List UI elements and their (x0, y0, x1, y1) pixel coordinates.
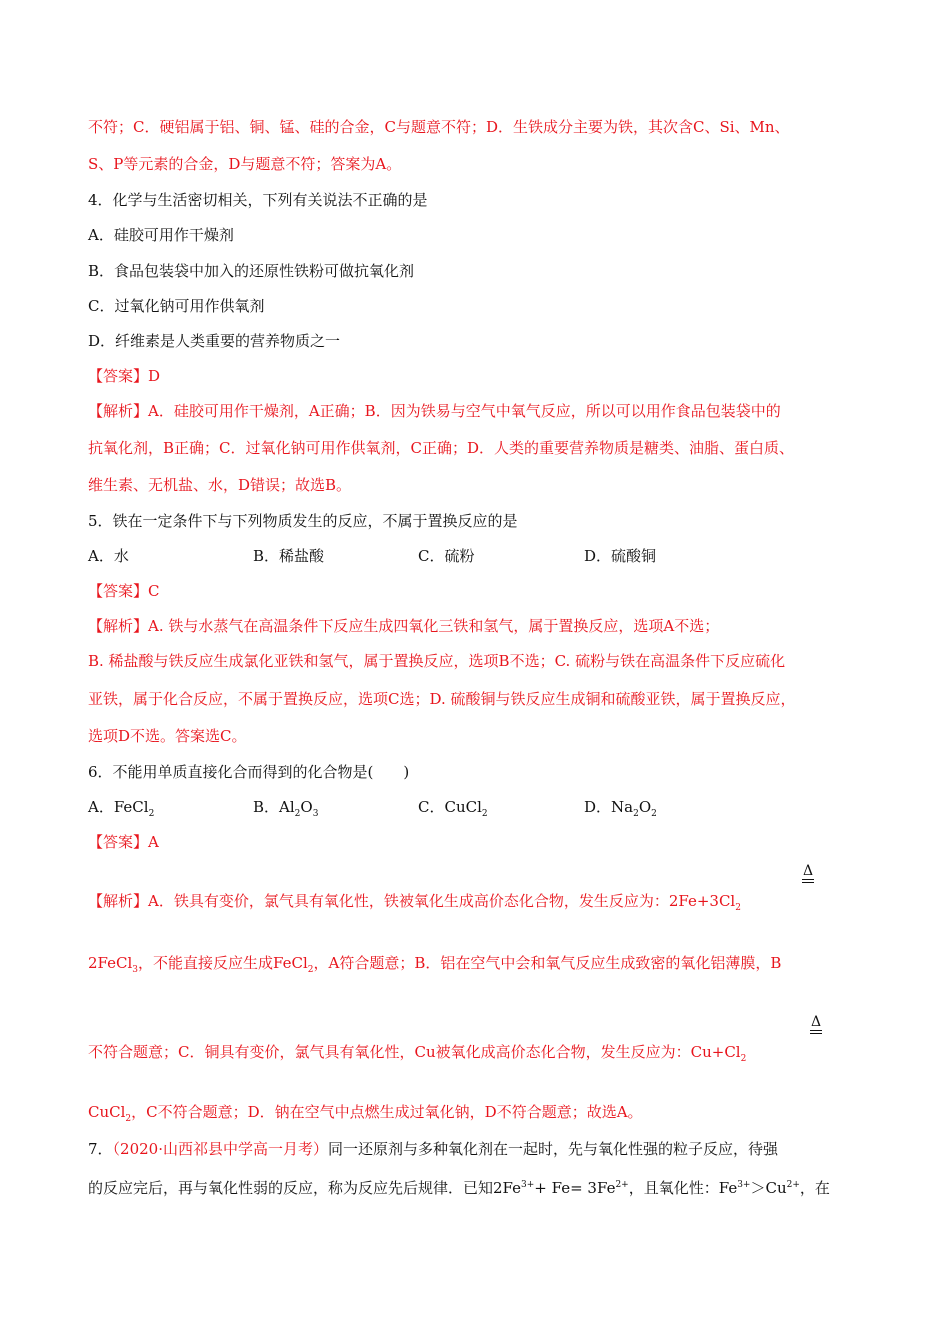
q4-analysis-line-1: 【解析】A．硅胶可用作干燥剂，A正确；B．因为铁易与空气中氧气反应，所以可以用作食品包装袋中的 (88, 402, 781, 420)
q5-analysis-line-1: 【解析】A. 铁与水蒸气在高温条件下反应生成四氧化三铁和氢气，属于置换反应，选项A不选； (88, 617, 720, 635)
q5-option-a: A．水 (88, 547, 129, 565)
q6-analysis-line-3: 不符合题意；C．铜具有变价，氯气具有氧化性，Cu被氧化成高价态化合物，发生反应为：$Cu+Cl_2$ (88, 1043, 747, 1064)
q7-stem-line-1: 7．（2020·山西祁县中学高一月考）同一还原剂与多种氧化剂在一起时，先与氧化性强的粒子反应，待强 (88, 1140, 779, 1158)
q4-analysis-line-3: 维生素、无机盐、水，D错误；故选B。 (88, 476, 352, 494)
q6-analysis-line-1: 【解析】A．铁具有变价，氯气具有氧化性，铁被氧化生成高价态化合物，发生反应为：$2Fe+3Cl_2$ (88, 892, 741, 913)
q5-stem: 5．铁在一定条件下与下列物质发生的反应，不属于置换反应的是 (88, 512, 518, 530)
q5-option-c: C．硫粉 (418, 547, 475, 565)
heating-condition-symbol-2: Δ (809, 1015, 823, 1034)
intro-line-1: 不符；C．硬铝属于铝、铜、锰、硅的合金，C与题意不符；D．生铁成分主要为铁，其次含C、Si、Mn、 (88, 118, 790, 136)
q6-option-c: C．CuCl$_2$ (418, 798, 488, 819)
intro-line-2: S、P等元素的合金，D与题意不符；答案为A。 (88, 155, 402, 173)
q5-option-b: B．稀盐酸 (253, 547, 325, 565)
q4-stem: 4．化学与生活密切相关，下列有关说法不正确的是 (88, 191, 428, 209)
q4-option-c: C．过氧化钠可用作供氧剂 (88, 297, 265, 315)
q4-analysis-line-2: 抗氧化剂，B正确；C．过氧化钠可用作供氧剂，C正确；D．人类的重要营养物质是糖类、油脂、蛋白质、 (88, 439, 795, 457)
q4-option-d: D．纤维素是人类重要的营养物质之一 (88, 332, 341, 350)
q5-analysis-line-4: 选项D不选。答案选C。 (88, 727, 247, 745)
q7-stem-line-2: 的反应完后，再与氧化性弱的反应，称为反应先后规律．已知$2Fe^{3+}+ Fe= 3Fe^{2+}$，且氧化性：$Fe^{3+}>Cu^{2+}$，在 (88, 1179, 830, 1197)
q5-analysis-line-2: B. 稀盐酸与铁反应生成氯化亚铁和氢气，属于置换反应，选项B不选；C. 硫粉与铁在高温条件下反应硫化 (88, 652, 786, 670)
q6-answer: 【答案】A (88, 833, 159, 851)
q5-option-d: D．硫酸铜 (584, 547, 657, 565)
q7-source: （2020·山西祁县中学高一月考） (112, 1140, 328, 1158)
q4-answer: 【答案】D (88, 367, 161, 385)
q6-analysis-line-4: CuCl$_2$，C不符合题意；D．钠在空气中点燃生成过氧化钠，D不符合题意；故选A。 (88, 1103, 643, 1124)
q5-analysis-line-3: 亚铁，属于化合反应，不属于置换反应，选项C选；D. 硫酸铜与铁反应生成铜和硫酸亚铁，属于置换反应， (88, 690, 796, 708)
q5-answer: 【答案】C (88, 582, 160, 600)
q6-option-a: A．FeCl$_2$ (88, 798, 155, 819)
q6-option-b: B．$Al_2O_3$ (253, 798, 319, 819)
heating-condition-symbol-1: Δ (801, 864, 815, 883)
q4-option-b: B．食品包装袋中加入的还原性铁粉可做抗氧化剂 (88, 262, 415, 280)
q6-option-d: D．$Na_2O_2$ (584, 798, 657, 819)
q6-stem: 6．不能用单质直接化合而得到的化合物是( ) (88, 763, 410, 781)
q4-option-a: A．硅胶可用作干燥剂 (88, 226, 234, 244)
q6-analysis-line-2: 2FeCl$_3$，不能直接反应生成FeCl$_2$，A符合题意；B．铝在空气中会和氧气反应生成致密的氧化铝薄膜，B (88, 954, 782, 975)
